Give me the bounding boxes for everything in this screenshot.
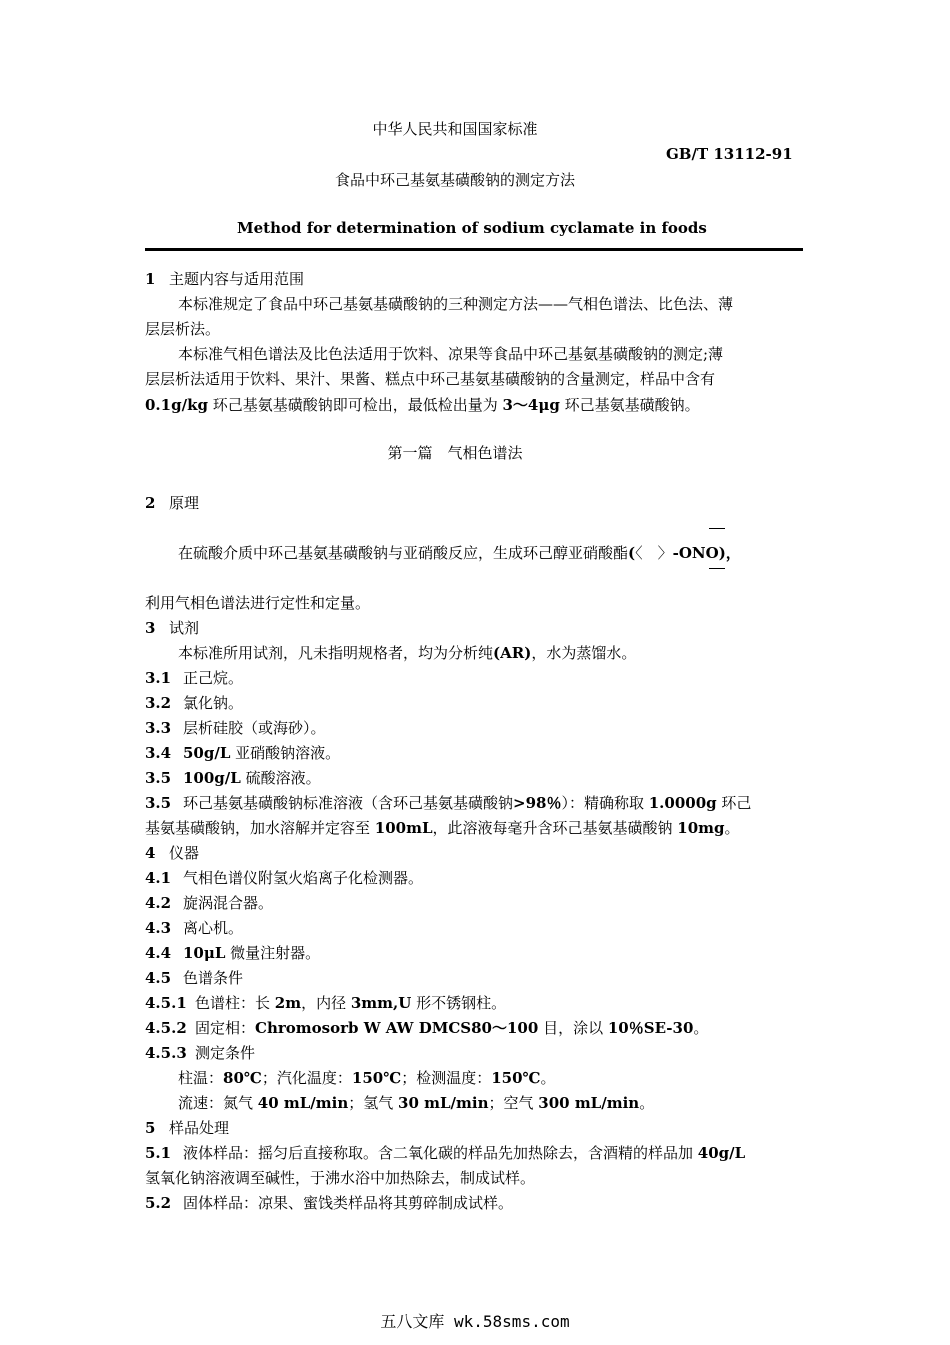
item-5-1-line2: 氢氧化钠溶液调至碱性，于沸水浴中加热除去，制成试样。 bbox=[145, 1169, 536, 1187]
cyclohexyl-ring-symbol: 〈 〉 bbox=[635, 544, 673, 562]
formula-ring-bottom-bar bbox=[709, 568, 725, 569]
item-3-1: 3.1 正己烷。 bbox=[145, 669, 244, 687]
standard-heading: 中华人民共和国国家标准 bbox=[372, 120, 538, 138]
footer-watermark: 五八文库 wk.58sms.com bbox=[380, 1312, 570, 1331]
item-3-6-line1: 3.5 环己基氨基磺酸钠标准溶液（含环己基氨基磺酸钠>98％）：精确称取 1.0000g 环己 bbox=[145, 794, 752, 812]
item-4-5-3: 4.5.3 测定条件 bbox=[145, 1044, 256, 1062]
standard-code: GB/T 13112-91 bbox=[666, 145, 793, 163]
item-4-2: 4.2 旋涡混合器。 bbox=[145, 894, 274, 912]
part-heading: 第一篇 气相色谱法 bbox=[387, 444, 523, 462]
section-1-heading: 1 主题内容与适用范围 bbox=[145, 270, 305, 288]
item-3-5: 3.5 100g/L 硫酸溶液。 bbox=[145, 769, 321, 787]
item-3-3: 3.3 层析硅胶（或海砂）。 bbox=[145, 719, 326, 737]
section-1-p2-line2: 层层析法适用于饮料、果汁、果酱、糕点中环己基氨基磺酸钠的含量测定，样品中含有 bbox=[145, 370, 716, 388]
item-4-4: 4.4 10μL 微量注射器。 bbox=[145, 944, 321, 962]
section-1-p2-line1: 本标准气相色谱法及比色法适用于饮料、凉果等食品中环己基氨基磺酸钠的测定;薄 bbox=[178, 345, 724, 363]
item-4-5-1: 4.5.1 色谱柱：长 2m，内径 3mm,U 形不锈钢柱。 bbox=[145, 994, 507, 1012]
item-5-1-line1: 5.1 液体样品：摇匀后直接称取。含二氧化碳的样品先加热除去，含酒精的样品加 40g/L bbox=[145, 1144, 746, 1162]
document-title-cn: 食品中环己基氨基磺酸钠的测定方法 bbox=[334, 171, 575, 189]
item-3-4: 3.4 50g/L 亚硝酸钠溶液。 bbox=[145, 744, 341, 762]
item-3-2: 3.2 氯化钠。 bbox=[145, 694, 244, 712]
section-3-heading: 3 试剂 bbox=[145, 619, 200, 637]
section-2-p2: 利用气相色谱法进行定性和定量。 bbox=[145, 594, 371, 612]
item-4-3: 4.3 离心机。 bbox=[145, 919, 244, 937]
flow-rate-line: 流速：氮气 40 mL/min；氢气 30 mL/min；空气 300 mL/min。 bbox=[178, 1094, 655, 1112]
formula-ring-top-bar bbox=[709, 528, 725, 529]
section-1-p1-line1: 本标准规定了食品中环己基氨基磺酸钠的三种测定方法——气相色谱法、比色法、薄 bbox=[178, 295, 734, 313]
section-2-heading: 2 原理 bbox=[145, 494, 200, 512]
document-title-en: Method for determination of sodium cyclamate in foods bbox=[237, 219, 707, 237]
section-1-p1-line2: 层层析法。 bbox=[145, 320, 221, 338]
item-3-6-line2: 基氨基磺酸钠，加水溶解并定容至 100mL，此溶液每毫升含环己基氨基磺酸钠 10mg。 bbox=[145, 819, 740, 837]
item-4-1: 4.1 气相色谱仪附氢火焰离子化检测器。 bbox=[145, 869, 424, 887]
section-1-p2-line3: 0.1g/kg 环己基氨基磺酸钠即可检出，最低检出量为 3～4μg 环己基氨基磺酸钠。 bbox=[145, 396, 700, 414]
item-5-2: 5.2 固体样品：凉果、蜜饯类样品将其剪碎制成试样。 bbox=[145, 1194, 514, 1212]
title-rule bbox=[145, 248, 803, 251]
item-4-5-2: 4.5.2 固定相：Chromosorb W AW DMCS80～100 目，涂以 10％SE-30。 bbox=[145, 1019, 709, 1037]
temperature-line: 柱温：80℃；汽化温度：150℃；检测温度：150℃。 bbox=[178, 1069, 556, 1087]
item-4-5: 4.5 色谱条件 bbox=[145, 969, 244, 987]
section-3-intro: 本标准所用试剂，凡未指明规格者，均为分析纯(AR)，水为蒸馏水。 bbox=[178, 644, 637, 662]
section-2-p1: 在硫酸介质中环己基氨基磺酸钠与亚硝酸反应，生成环己醇亚硝酸酯(〈 〉-ONO)， bbox=[178, 544, 741, 562]
section-5-heading: 5 样品处理 bbox=[145, 1119, 230, 1137]
section-4-heading: 4 仪器 bbox=[145, 844, 200, 862]
